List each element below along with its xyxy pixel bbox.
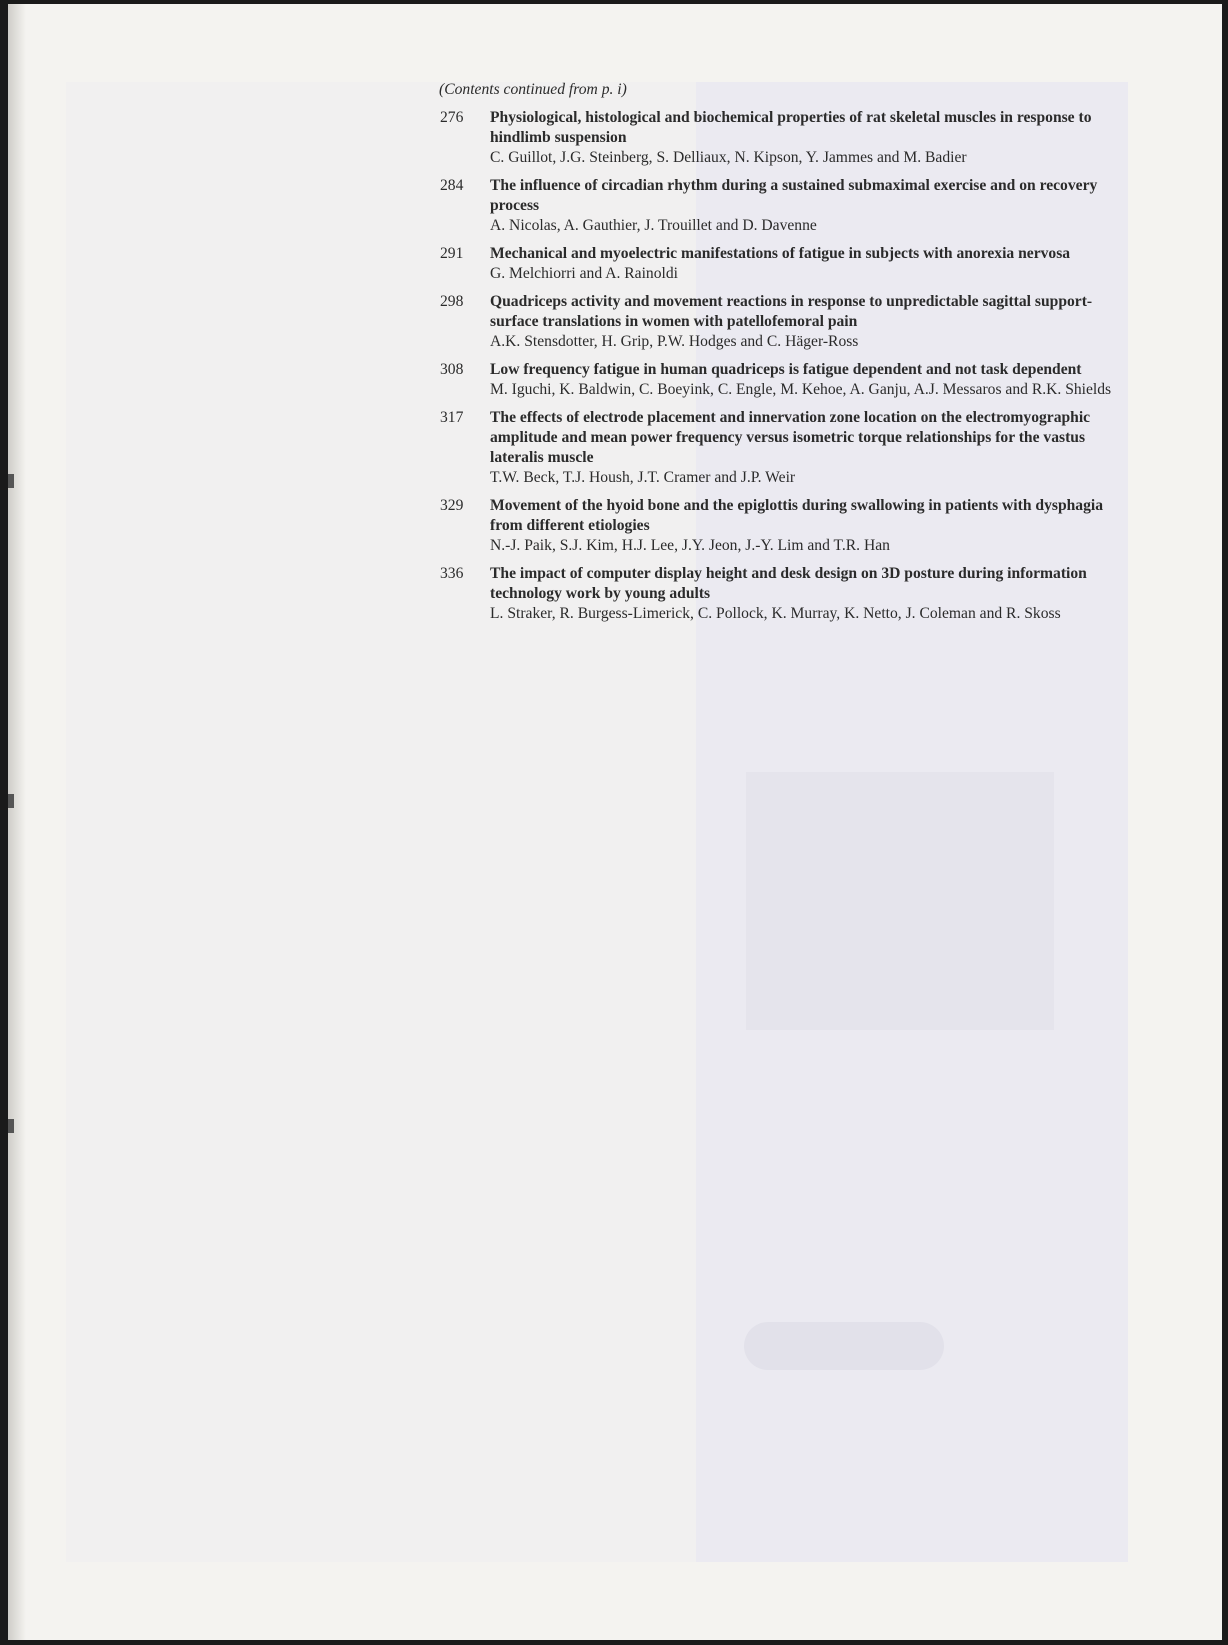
entry-page-number: 317 [440, 409, 464, 426]
toc-entry [434, 244, 1134, 284]
entry-page-number: 308 [440, 361, 464, 378]
entry-authors: T.W. Beck, T.J. Housh, J.T. Cramer and J.P. Weir [490, 469, 796, 486]
binding-mark [8, 794, 14, 808]
entry-authors: L. Straker, R. Burgess-Limerick, C. Pollock, K. Murray, K. Netto, J. Coleman and R. Skoss [490, 605, 1061, 622]
entry-page-number: 284 [440, 177, 464, 194]
toc-entry [434, 564, 1134, 624]
document-page [8, 4, 1222, 1640]
entry-body [490, 176, 1134, 236]
entry-title: Physiological, histological and biochemical properties of rat skeletal muscles in response to hindlimb suspension [490, 109, 1092, 146]
continued-label: (Contents continued from p. i) [439, 81, 627, 98]
entry-title: Mechanical and myoelectric manifestations of fatigue in subjects with anorexia nervosa [490, 245, 1071, 262]
table-of-contents [434, 80, 1134, 632]
toc-entry [434, 496, 1134, 556]
toc-entry [434, 408, 1134, 488]
entry-title: The influence of circadian rhythm during a sustained submaximal exercise and on recovery process [490, 177, 1098, 214]
toc-entry [434, 292, 1134, 352]
entry-page-number: 276 [440, 109, 464, 126]
entry-title: Quadriceps activity and movement reactions in response to unpredictable sagittal support-surface translations in women with patellofemoral pain [490, 293, 1093, 330]
toc-entry [434, 360, 1134, 400]
entry-authors: A. Nicolas, A. Gauthier, J. Trouillet and D. Davenne [490, 217, 817, 234]
entry-authors: A.K. Stensdotter, H. Grip, P.W. Hodges and C. Häger-Ross [490, 333, 859, 350]
entry-page-number: 298 [440, 293, 464, 310]
entry-authors: N.-J. Paik, S.J. Kim, H.J. Lee, J.Y. Jeon, J.-Y. Lim and T.R. Han [490, 537, 890, 554]
entry-page-number: 329 [440, 497, 464, 514]
entry-body [490, 496, 1134, 556]
entry-body [490, 244, 1134, 284]
show-through-box [746, 772, 1054, 1030]
binding-mark [8, 474, 14, 488]
binding-mark [8, 1119, 14, 1133]
show-through-badge [744, 1322, 944, 1370]
entry-title: The effects of electrode placement and innervation zone location on the electromyographic amplitude and mean power frequency versus isometric torque relationships for the vastus lateralis muscle [490, 409, 1091, 466]
entry-authors: G. Melchiorri and A. Rainoldi [490, 265, 678, 282]
entry-page-number: 291 [440, 245, 464, 262]
entry-body [490, 564, 1134, 624]
entry-authors: C. Guillot, J.G. Steinberg, S. Delliaux, N. Kipson, Y. Jammes and M. Badier [490, 149, 967, 166]
toc-entry [434, 176, 1134, 236]
entry-page-number: 336 [440, 565, 464, 582]
entry-title: Low frequency fatigue in human quadriceps is fatigue dependent and not task dependent [490, 361, 1082, 378]
entry-title: The impact of computer display height and desk design on 3D posture during information technology work by young adults [490, 565, 1087, 602]
toc-entry [434, 108, 1134, 168]
entry-body [490, 360, 1134, 400]
entry-authors: M. Iguchi, K. Baldwin, C. Boeyink, C. Engle, M. Kehoe, A. Ganju, A.J. Messaros and R.K. Shields [490, 381, 1112, 398]
entry-body [490, 408, 1134, 488]
entry-title: Movement of the hyoid bone and the epiglottis during swallowing in patients with dysphagia from different etiologies [490, 497, 1104, 534]
entry-body [490, 292, 1134, 352]
page-edge-shadow [8, 4, 26, 1640]
entry-body [490, 108, 1134, 168]
